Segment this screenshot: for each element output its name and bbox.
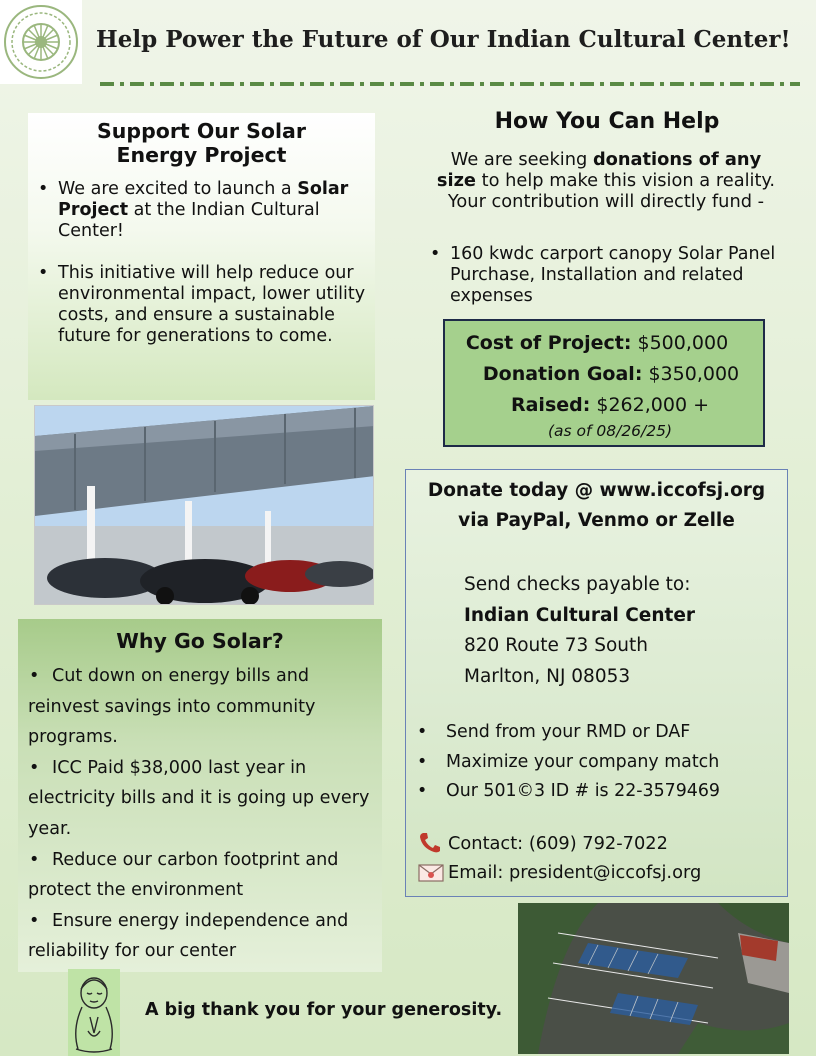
why-item: • Reduce our carbon footprint and protect the environment [28,849,339,901]
page-title: Help Power the Future of Our Indian Cultural Center! [96,26,791,53]
why-item: • ICC Paid $38,000 last year in electricity bills and it is going up every year. [28,757,370,839]
organization-logo [0,0,82,84]
why-heading: Why Go Solar? [116,629,284,653]
address-line-1: 820 Route 73 South [464,635,648,656]
giving-options-list [414,718,720,807]
help-heading: How You Can Help [494,109,720,134]
aerial-parking-lot-photo [518,903,789,1054]
header-divider [100,82,800,86]
help-bullet: • 160 kwdc carport canopy Solar Panel Purchase, Installation and related expenses [420,244,790,307]
contact-phone[interactable]: Contact: (609) 792-7022 [418,832,668,854]
envelope-icon [418,863,448,883]
thank-you-message: A big thank you for your generosity. [145,1000,503,1020]
project-cost: Cost of Project: $500,000 [465,332,729,354]
help-description: We are seeking donations of any size to help make this vision a reality. Your contribution will directly fund - [436,149,776,212]
solar-carport-photo [34,405,374,605]
why-go-solar-panel [18,619,382,972]
giving-option: • Send from your RMD or DAF [417,722,691,742]
phone-icon [418,832,448,854]
support-bullet-1: • We are excited to launch a Solar Project at the Indian Cultural Center! [28,179,375,242]
raised-as-of-date: (as of 08/26/25) [547,422,673,440]
namaste-figure-illustration [68,969,120,1056]
checks-payable-label: Send checks payable to: [464,574,691,595]
giving-option: • Our 501©3 ID # is 22-3579469 [417,781,720,801]
amount-raised: Raised: $262,000 + [510,394,710,416]
contact-email[interactable]: Email: president@iccofsj.org [418,862,701,883]
why-item: • Cut down on energy bills and reinvest savings into community programs. [28,666,316,748]
support-bullet-2: • This initiative will help reduce our environmental impact, lower utility costs, and ensure a sustainable future for generations to come. [28,263,375,347]
help-bullet-list [420,244,790,307]
support-bullet-list [28,179,375,347]
donation-info-panel [405,469,788,897]
why-item: • Ensure energy independence and reliability for our center [28,910,349,962]
payment-methods-line: via PayPal, Venmo or Zelle [458,510,735,531]
payee-name: Indian Cultural Center [464,604,696,626]
project-funding-summary [443,319,765,447]
support-project-panel [28,113,375,400]
why-list [18,661,382,967]
donate-website-line[interactable]: Donate today @ www.iccofsj.org [427,480,766,501]
giving-option: • Maximize your company match [417,751,720,772]
support-heading: Support Our Solar Energy Project [97,119,306,167]
mailing-address [464,570,695,692]
donation-goal: Donation Goal: $350,000 [482,363,740,385]
address-line-2: Marlton, NJ 08053 [464,665,631,687]
